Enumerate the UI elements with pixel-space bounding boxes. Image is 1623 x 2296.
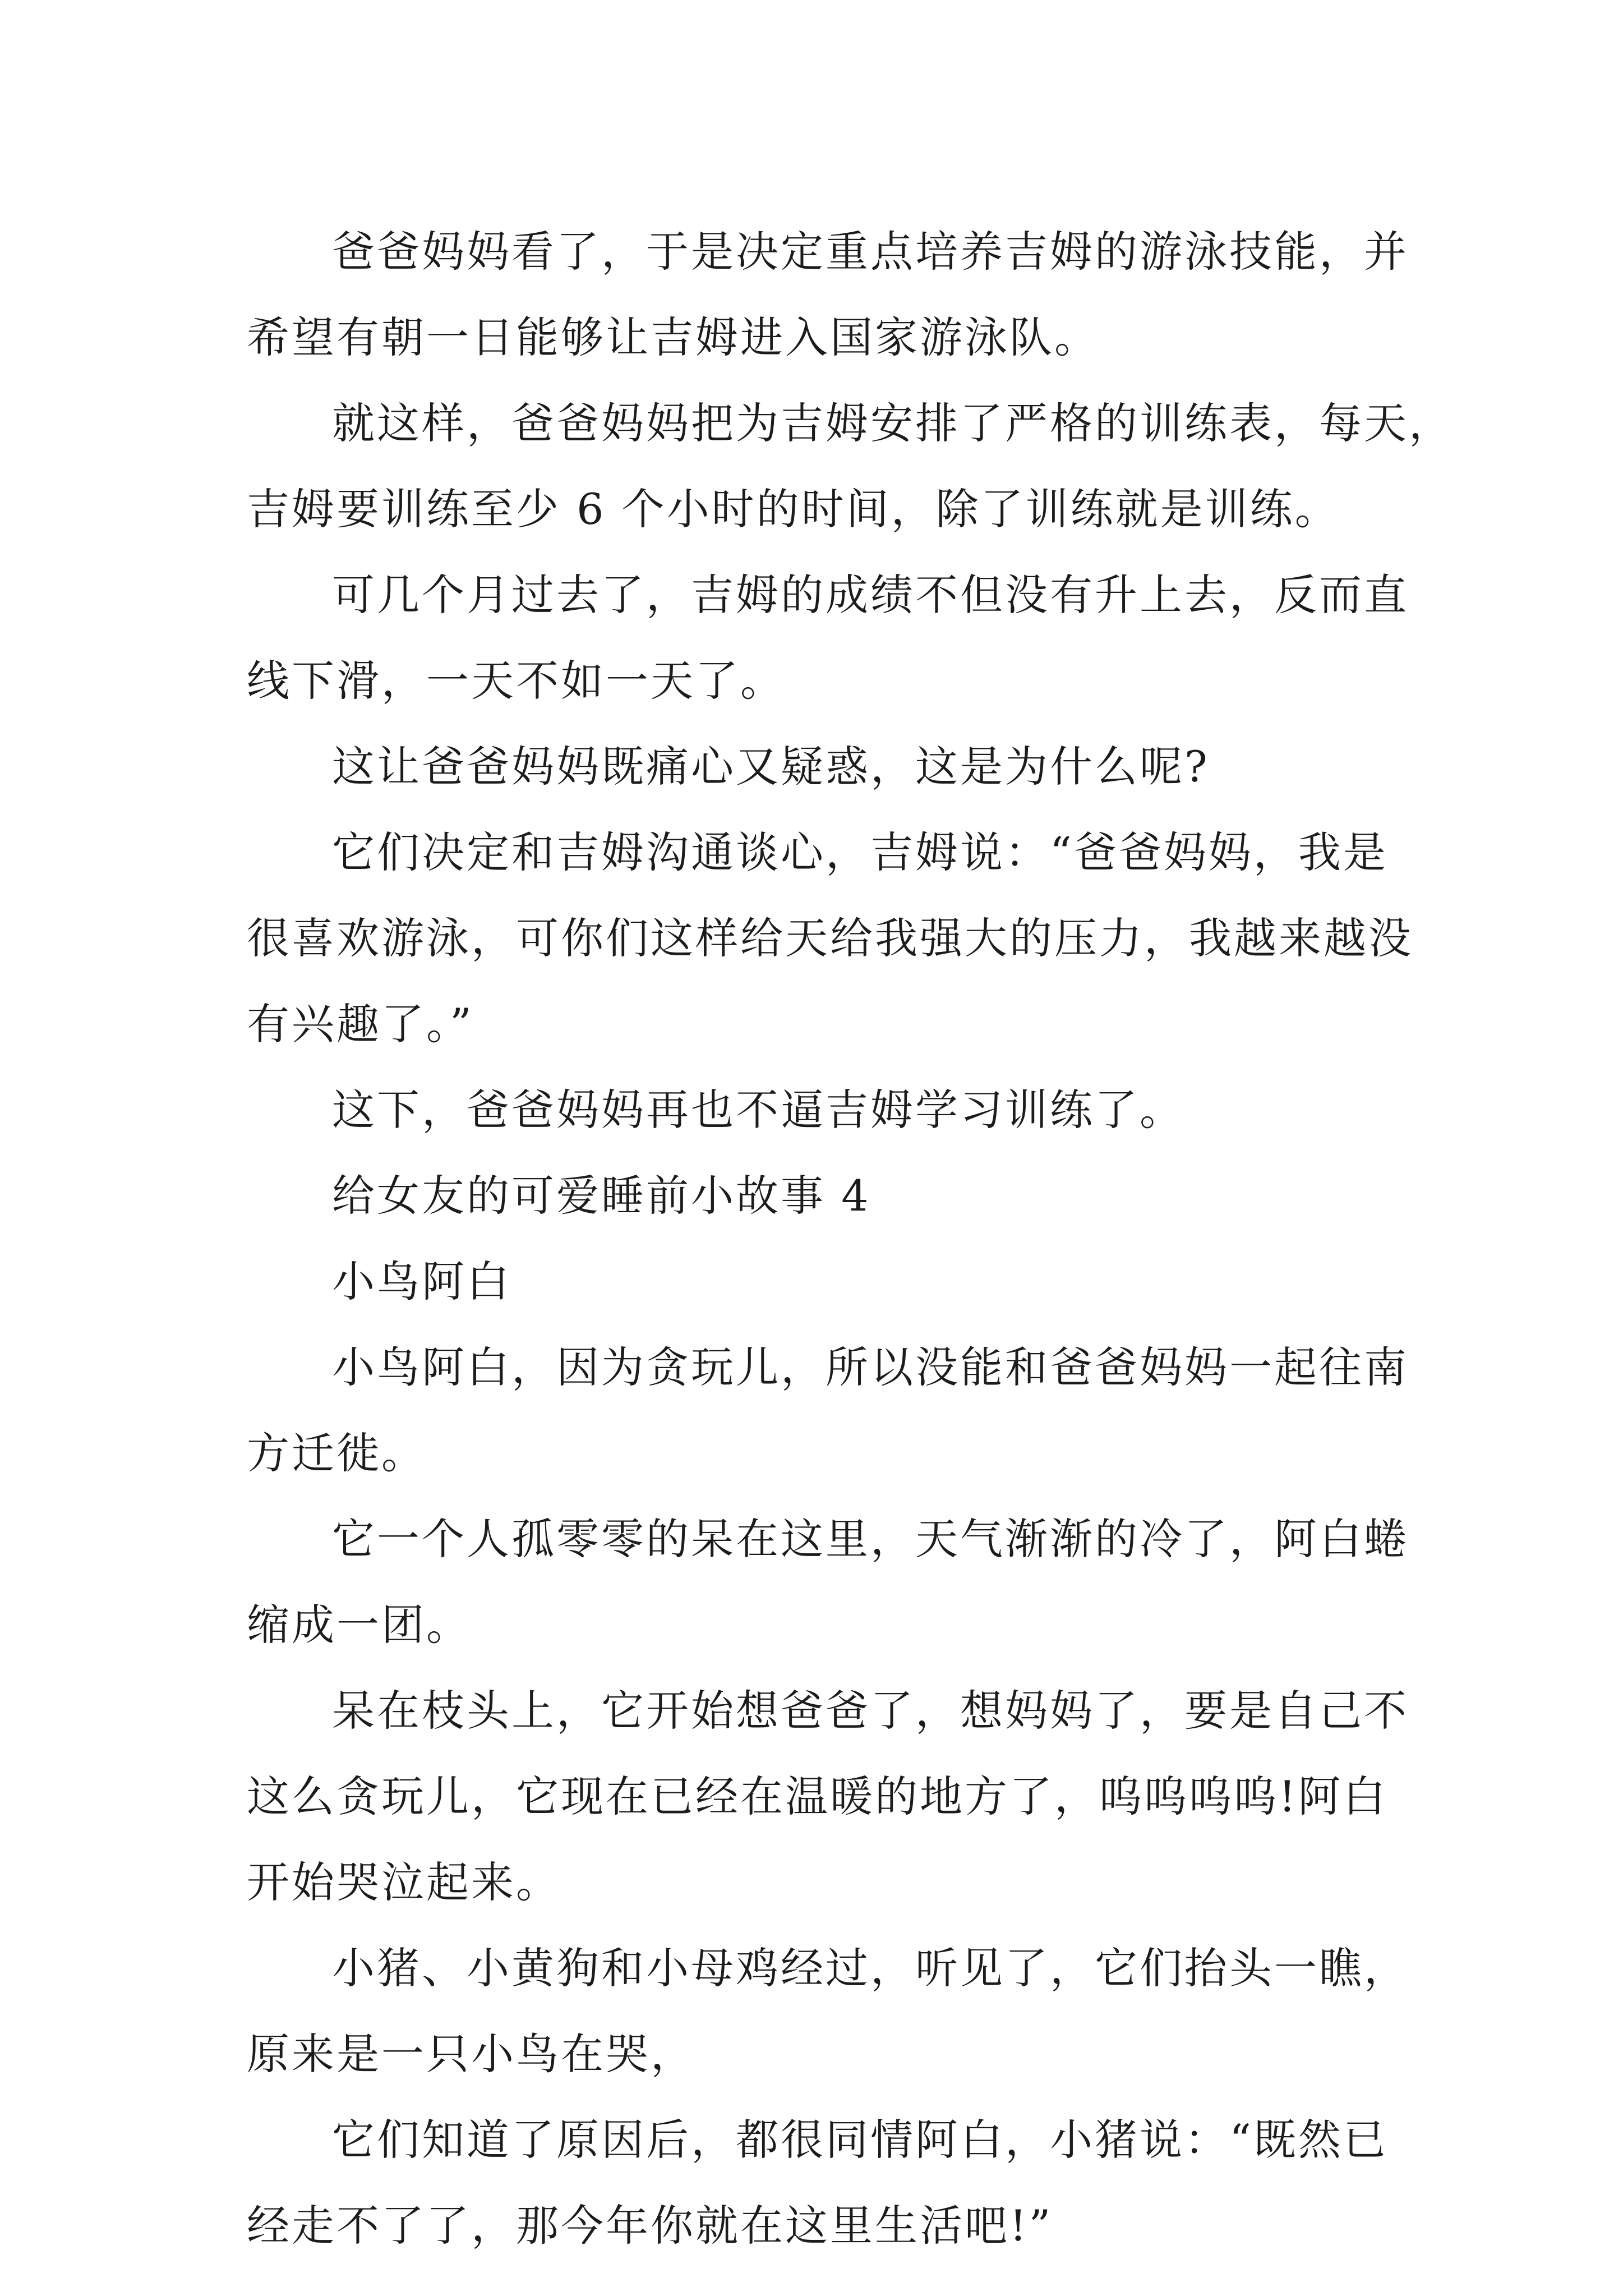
text-line: 有兴趣了。”: [247, 999, 474, 1049]
section-heading: [247, 1153, 1391, 1239]
text-line: 缩成一团。: [247, 1600, 471, 1650]
text-line: 给女友的可爱睡前小故事 4: [332, 1171, 871, 1221]
story-title: [247, 1239, 1391, 1324]
text-line: 小鸟阿白，因为贪玩儿，所以没能和爸爸妈妈一起往南: [332, 1342, 1409, 1392]
text-line: 这么贪玩儿，它现在已经在温暖的地方了，呜呜呜呜!阿白: [247, 1772, 1388, 1821]
text-line: 呆在枝头上，它开始想爸爸了，想妈妈了，要是自己不: [332, 1686, 1409, 1736]
text-line: 小鸟阿白: [332, 1257, 511, 1306]
paragraph: [247, 1925, 1409, 2097]
text-line: 它们知道了原因后，都很同情阿白，小猪说：“既然已: [332, 2115, 1388, 2165]
text-line: 可几个月过去了，吉姆的成绩不但没有升上去，反而直: [332, 570, 1409, 620]
paragraph: [247, 2097, 1391, 2269]
text-line: 原来是一只小鸟在哭，: [247, 2029, 695, 2079]
text-line: 这下，爸爸妈妈再也不逼吉姆学习训练了。: [332, 1085, 1184, 1135]
text-line: 经走不了了，那今年你就在这里生活吧!”: [247, 2201, 1053, 2251]
text-line: 吉姆要训练至少 6 个小时的时间，除了训练就是训练。: [247, 484, 1340, 534]
text-line: 很喜欢游泳，可你们这样给天给我强大的压力，我越来越没: [247, 913, 1413, 963]
text-line: 它一个人孤零零的呆在这里，天气渐渐的冷了，阿白蜷: [332, 1514, 1409, 1564]
text-line: 就这样，爸爸妈妈把为吉姆安排了严格的训练表，每天，: [332, 398, 1454, 448]
paragraph: [247, 1324, 1409, 1496]
text-line: 线下滑，一天不如一天了。: [247, 656, 785, 706]
paragraph: [247, 1496, 1409, 1668]
paragraph: [247, 552, 1409, 724]
text-line: 开始哭泣起来。: [247, 1857, 561, 1907]
document-page: [247, 209, 1454, 2269]
paragraph: [247, 1067, 1391, 1153]
text-line: 方迁徙。: [247, 1428, 426, 1478]
paragraph: [247, 1668, 1409, 1925]
text-line: 它们决定和吉姆沟通谈心，吉姆说：“爸爸妈妈，我是: [332, 827, 1388, 877]
paragraph: [247, 809, 1413, 1067]
text-line: 小猪、小黄狗和小母鸡经过，听见了，它们抬头一瞧，: [332, 1943, 1409, 1993]
paragraph: [247, 724, 1391, 809]
text-line: 这让爸爸妈妈既痛心又疑惑，这是为什么呢?: [332, 742, 1210, 792]
paragraph: [247, 209, 1409, 380]
paragraph: [247, 380, 1454, 552]
text-line: 爸爸妈妈看了，于是决定重点培养吉姆的游泳技能，并: [332, 227, 1409, 277]
text-line: 希望有朝一日能够让吉姆进入国家游泳队。: [247, 312, 1099, 362]
